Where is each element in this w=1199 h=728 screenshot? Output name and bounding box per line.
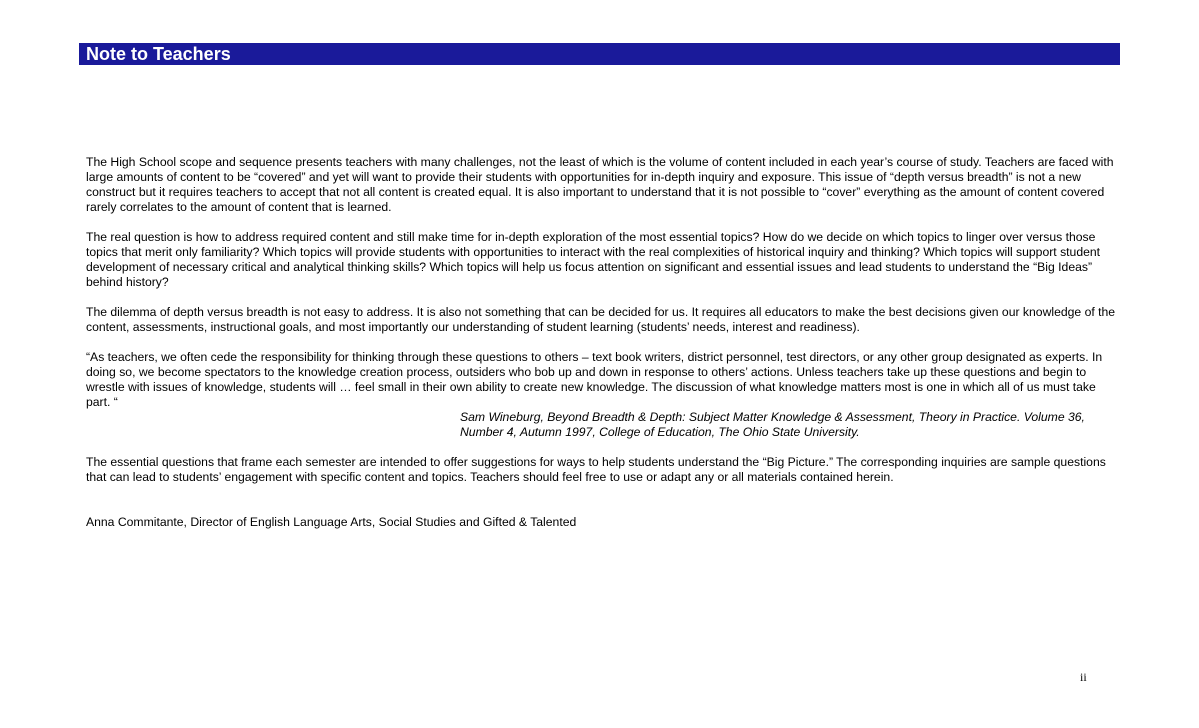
signature: Anna Commitante, Director of English Language Arts, Social Studies and Gifted & Talented [86, 515, 577, 529]
paragraph-essential-questions: The essential questions that frame each semester are intended to offer suggestions for ways to help students understand the “Big Picture.” The corresponding inquiries are sample questions that can lead to students’ engagement with specific content and topics. Teachers should feel free to use or adapt any or all materials contained herein. [86, 455, 1106, 484]
page-number: ii [1080, 670, 1087, 684]
quote-citation: Sam Wineburg, Beyond Breadth & Depth: Subject Matter Knowledge & Assessment, Theory in Practice. Volume 36, Number 4, Autumn 1997, College of Education, The Ohio State University. [460, 410, 1085, 439]
page-title: Note to Teachers [86, 44, 231, 64]
paragraph-intro: The High School scope and sequence presents teachers with many challenges, not the least of which is the volume of content included in each year’s course of study. Teachers are faced with large amounts of content to be “covered” and yet will want to provide their students with opportunities for in-depth inquiry and exposure. This issue of “depth versus breadth” is not a new construct but it requires teachers to accept that not all content is created equal. It is also important to understand that it is not possible to “cover” everything as the amount of content covered rarely correlates to the amount of content that is learned. [86, 155, 1114, 214]
document-body [86, 155, 1116, 530]
paragraph-dilemma: The dilemma of depth versus breadth is not easy to address. It is also not something that can be decided for us. It requires all educators to make the best decisions given our knowledge of the content, assessments, instructional goals, and most importantly our understanding of student learning (students’ needs, interest and readiness). [86, 305, 1116, 334]
title-bar [79, 43, 1120, 65]
paragraph-quote: “As teachers, we often cede the responsibility for thinking through these questions to others – text book writers, district personnel, test directors, or any other group designated as experts. In doing so, we become spectators to the knowledge creation process, outsiders who bob up and down in response to others’ actions. Unless teachers take up these questions and begin to wrestle with issues of knowledge, students will … feel small in their own ability to create new knowledge. The discussion of what knowledge matters most is one in which all of us must take part. “ [86, 350, 1103, 409]
paragraph-real-question: The real question is how to address required content and still make time for in-depth exploration of the most essential topics? How do we decide on which topics to linger over versus those topics that merit only familiarity? Which topics will provide students with opportunities to interact with the real complexities of historical inquiry and thinking? Which topics will support student development of necessary critical and analytical thinking skills? Which topics will help us focus attention on significant and essential issues and lead students to understand the “Big Ideas” behind history? [86, 230, 1101, 289]
